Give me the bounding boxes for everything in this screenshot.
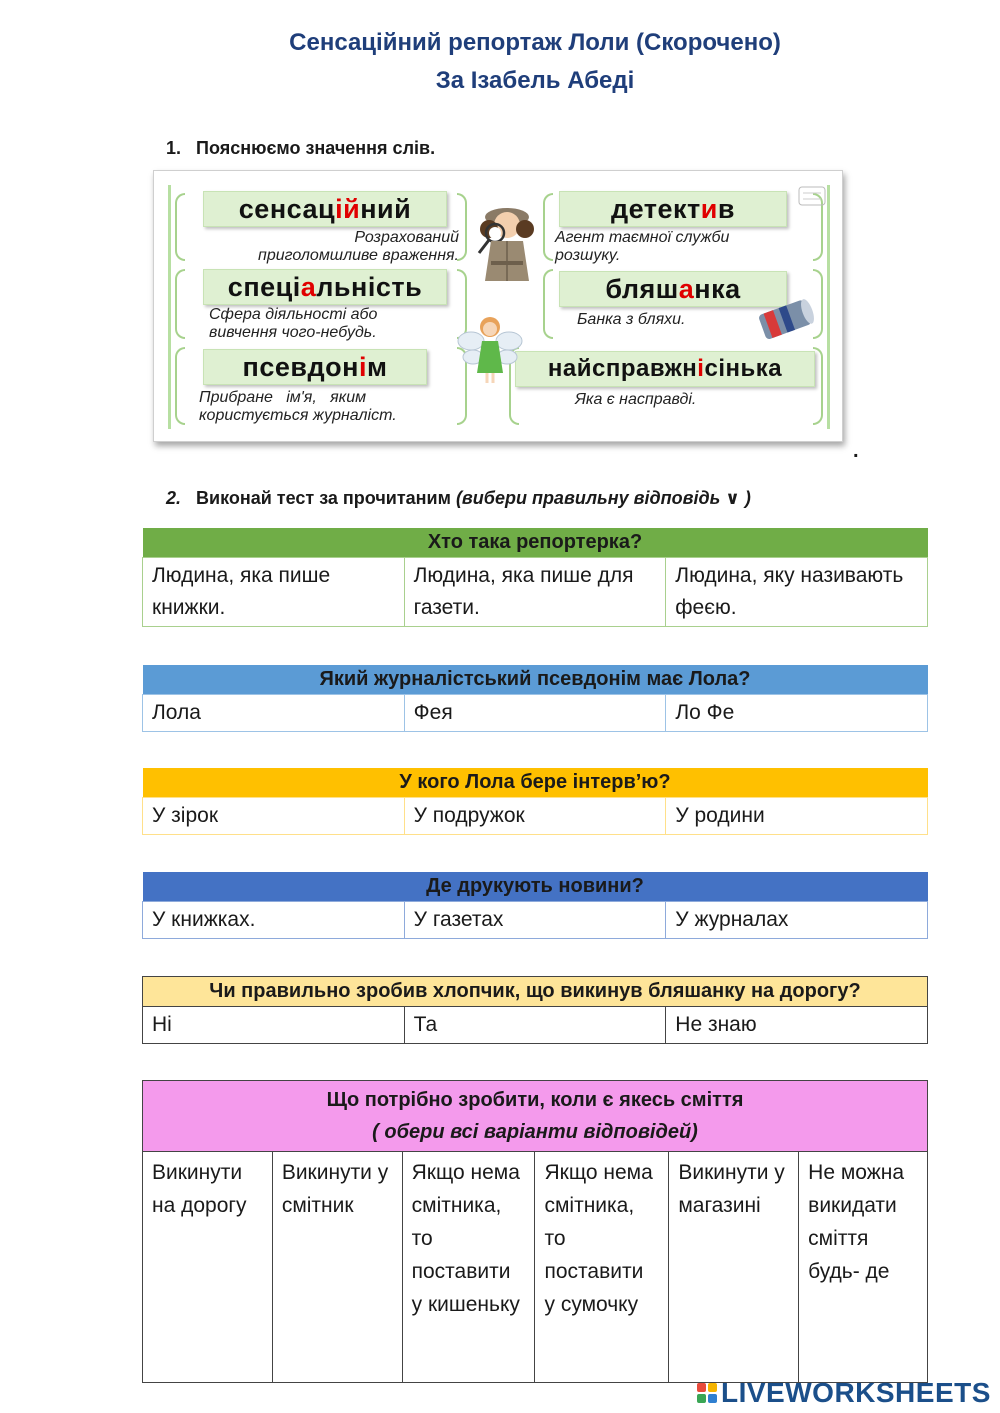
def-line: приголомшливе враження. xyxy=(258,247,459,264)
answer-option[interactable]: У книжках. xyxy=(143,902,405,939)
answer-option[interactable]: Ні xyxy=(143,1007,405,1044)
task-2-heading xyxy=(166,488,751,509)
word-stress: а xyxy=(678,274,695,304)
word-part: спеці xyxy=(227,272,301,302)
def-line: Прибране ім'я, яким xyxy=(199,389,367,406)
answer-option[interactable]: Якщо нема смітника, то поставити у сумочку xyxy=(535,1152,669,1383)
question-text: Який журналістський псевдонім має Лола? xyxy=(143,665,928,695)
word-part: льність xyxy=(316,272,423,302)
task-2-number: 2. xyxy=(166,488,182,508)
quiz-question-1 xyxy=(142,528,928,627)
word-part: детект xyxy=(611,194,701,224)
def-line: Агент таємної служби xyxy=(555,229,730,246)
answer-option[interactable]: Людина, яку називають феєю. xyxy=(666,558,928,627)
def-line: Розрахований xyxy=(354,229,459,246)
fairy-illustration xyxy=(457,311,523,383)
word-part: в xyxy=(717,194,735,224)
question-text: Хто така репортерка? xyxy=(143,528,928,558)
page-title: Сенсаційний репортаж Лоли (Скорочено) xyxy=(289,29,781,56)
answer-option[interactable]: Та xyxy=(404,1007,666,1044)
quiz-question-3 xyxy=(142,768,928,835)
liveworksheets-logo[interactable] xyxy=(697,1376,991,1410)
brace-left-1 xyxy=(175,193,185,261)
vocab-def-specialty xyxy=(209,306,449,342)
word-stress: ій xyxy=(335,194,361,224)
vocabulary-card-frame xyxy=(168,185,830,429)
answer-option[interactable]: Не можна викидати сміття будь- де xyxy=(799,1152,928,1383)
detective-girl-illustration xyxy=(467,195,547,283)
quiz-question-2 xyxy=(142,665,928,732)
vocab-def-tin-can xyxy=(577,311,777,329)
task-1-text: Пояснюємо значення слів. xyxy=(196,138,436,158)
answer-option[interactable]: Викинути на дорогу xyxy=(143,1152,273,1383)
answer-option[interactable]: У зірок xyxy=(143,798,405,835)
word-stress: і xyxy=(697,355,705,382)
answer-option[interactable]: Викинути у смітник xyxy=(272,1152,402,1383)
def-line: Сфера діяльності або xyxy=(209,306,378,323)
vocab-word-sensational xyxy=(203,191,447,227)
word-part: бляш xyxy=(605,274,679,304)
task-1-heading xyxy=(166,138,435,159)
question-text: Чи правильно зробив хлопчик, що викинув бляшанку на дорогу? xyxy=(143,977,928,1007)
question-text: Що потрібно зробити, коли є якесь сміття xyxy=(326,1089,744,1111)
vocab-def-pseudonym xyxy=(199,389,459,425)
task-2-hint: (вибери правильну відповідь ∨ ) xyxy=(455,488,751,508)
task-2-text: Виконай тест за прочитаним xyxy=(196,488,456,508)
question-text: У кого Лола бере інтерв’ю? xyxy=(143,768,928,798)
vocab-word-truest xyxy=(515,351,815,387)
answer-option[interactable]: У родини xyxy=(666,798,928,835)
word-part: псевдон xyxy=(242,352,359,382)
question-hint: ( обери всі варіанти відповідей) xyxy=(372,1121,698,1143)
word-part: найсправжн xyxy=(547,355,698,382)
question-header xyxy=(143,1081,928,1152)
task-1-number: 1. xyxy=(166,138,182,158)
stray-mark: . xyxy=(853,440,859,462)
vocab-word-detective xyxy=(559,191,787,227)
logo-square xyxy=(697,1383,706,1392)
answer-option[interactable]: У журналах xyxy=(666,902,928,939)
word-stress: и xyxy=(700,194,718,224)
badge-icon xyxy=(797,185,827,207)
answer-option[interactable]: Людина, яка пише книжки. xyxy=(143,558,405,627)
vocab-word-specialty xyxy=(203,269,447,305)
answer-option[interactable]: У подружок xyxy=(404,798,666,835)
answer-option[interactable]: Лола xyxy=(143,695,405,732)
vocab-def-sensational xyxy=(209,229,459,265)
answer-option[interactable]: Не знаю xyxy=(666,1007,928,1044)
vocabulary-card xyxy=(153,170,843,442)
brace-left-3 xyxy=(175,347,185,425)
logo-text: LIVEWORKSHEETS xyxy=(721,1377,991,1408)
quiz-question-5 xyxy=(142,976,928,1044)
question-text: Де друкують новини? xyxy=(143,872,928,902)
quiz-question-4 xyxy=(142,872,928,939)
def-line: розшуку. xyxy=(555,247,621,264)
vocab-def-truest xyxy=(575,391,795,409)
answer-option[interactable]: Викинути у магазині xyxy=(669,1152,799,1383)
def-line: Банка з бляхи. xyxy=(577,311,686,328)
answer-option[interactable]: У газетах xyxy=(404,902,666,939)
def-line: користується журналіст. xyxy=(199,407,397,424)
def-line: Яка є насправді. xyxy=(575,391,697,408)
word-part: сінька xyxy=(704,355,783,382)
logo-square xyxy=(708,1383,717,1392)
vocab-word-pseudonym xyxy=(203,349,427,385)
word-part: нка xyxy=(694,274,741,304)
answer-option[interactable]: Фея xyxy=(404,695,666,732)
logo-square xyxy=(708,1394,717,1403)
word-stress: і xyxy=(358,352,367,382)
word-part: сенсац xyxy=(238,194,336,224)
page-author: За Ізабель Абеді xyxy=(435,67,635,94)
tin-can-illustration xyxy=(753,297,815,343)
vocab-def-detective xyxy=(555,229,795,265)
answer-option[interactable]: Людина, яка пише для газети. xyxy=(404,558,666,627)
logo-square xyxy=(697,1394,706,1403)
word-part: м xyxy=(366,352,388,382)
answer-option[interactable]: Ло Фе xyxy=(666,695,928,732)
brace-left-2 xyxy=(175,269,185,339)
quiz-question-6 xyxy=(142,1080,928,1383)
word-stress: а xyxy=(300,272,317,302)
word-part: ний xyxy=(360,194,412,224)
answer-option[interactable]: Якщо нема смітника, то поставити у кишеньку xyxy=(402,1152,535,1383)
logo-mark-icon xyxy=(697,1383,717,1403)
def-line: вивчення чого-небудь. xyxy=(209,324,377,341)
